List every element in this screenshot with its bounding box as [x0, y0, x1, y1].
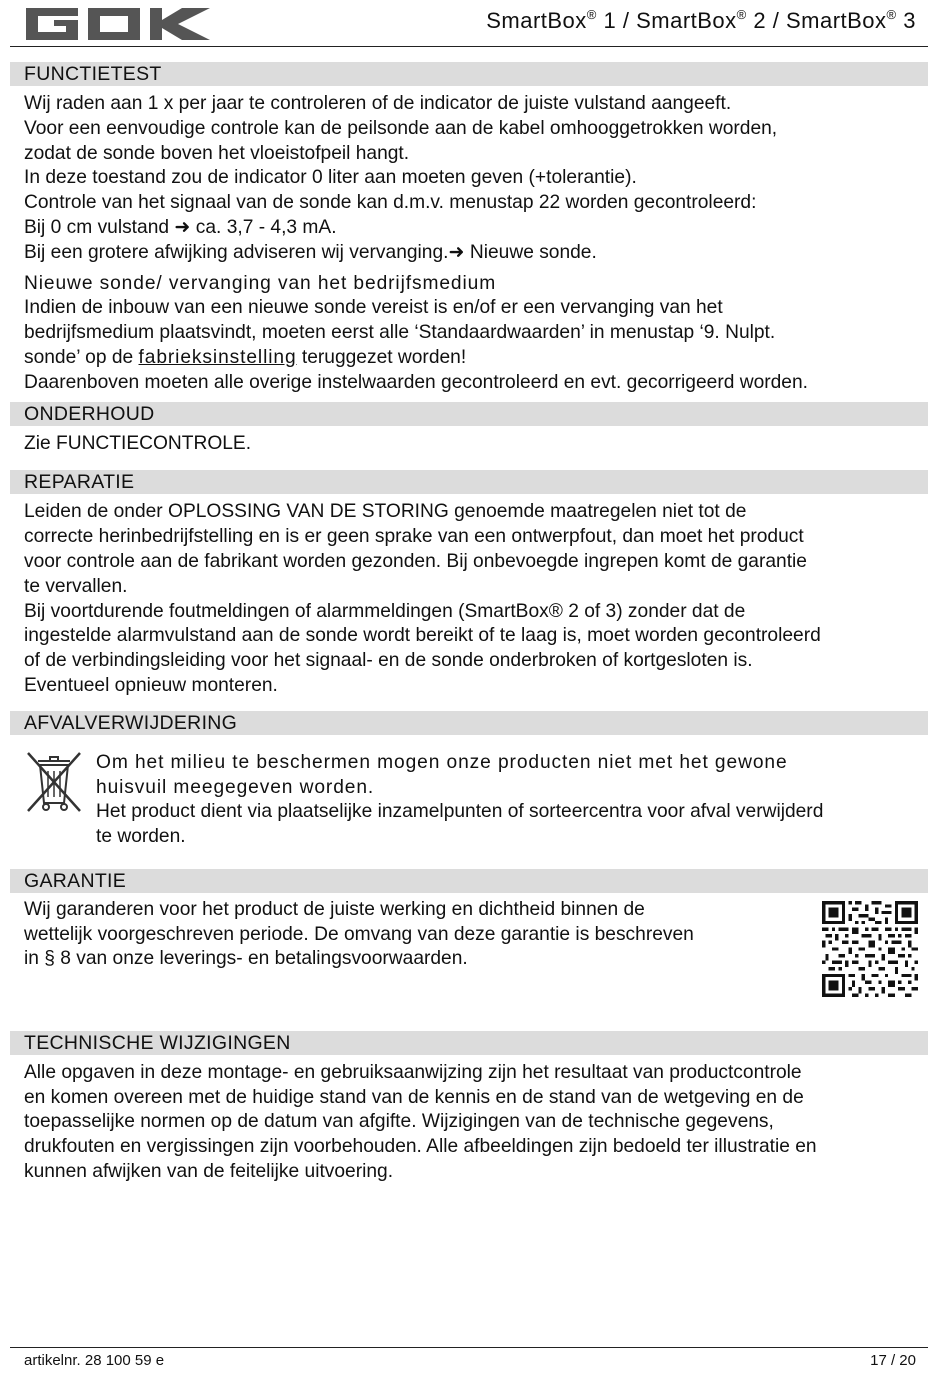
article-number: artikelnr. 28 100 59 e	[24, 1352, 165, 1369]
paragraph-line: Indien de inbouw van een nieuwe sonde vereist is en/of er een vervanging van het	[24, 297, 723, 319]
paragraph-line: Daarenboven moeten alle overige instelwaarden gecontroleerd en evt. gecorrigeerd worden.	[24, 371, 808, 393]
paragraph-line: huisvuil meegegeven worden.	[96, 776, 375, 798]
technische-body	[10, 1061, 928, 1185]
paragraph-line: Bij een grotere afwijking adviseren wij vervanging.➜ Nieuwe sonde.	[24, 241, 597, 263]
subheading-nieuwe-sonde: Nieuwe sonde/ vervanging van het bedrijfsmedium	[24, 272, 497, 294]
paragraph-line: te vervallen.	[24, 575, 128, 597]
paragraph-line: In deze toestand zou de indicator 0 liter aan moeten geven (+tolerantie).	[24, 167, 637, 189]
paragraph-line: voor controle aan de fabrikant worden gezonden. Bij onbevoegde ingrepen komt de garantie	[24, 550, 807, 572]
gok-logo	[26, 8, 210, 40]
page-header	[10, 0, 928, 47]
paragraph-line: in § 8 van onze leverings- en betalingsvoorwaarden.	[24, 948, 468, 970]
page-number: 17 / 20	[870, 1352, 916, 1369]
paragraph-line: of de verbindingsleiding voor het signaal- en de sonde onderbroken of kortgesloten is.	[24, 650, 753, 672]
paragraph-line: Het product dient via plaatselijke inzamelpunten of sorteercentra voor afval verwijderd	[96, 801, 824, 823]
paragraph-line: Voor een eenvoudige controle kan de peilsonde aan de kabel omhooggetrokken worden,	[24, 117, 778, 139]
paragraph-line: Eventueel opnieuw monteren.	[24, 674, 278, 696]
paragraph-line: bedrijfsmedium plaatsvindt, moeten eerst alle ‘Standaardwaarden’ in menustap ‘9. Nulpt.	[24, 322, 776, 344]
paragraph-line: sonde’ op de fabrieksinstelling teruggezet worden!	[24, 346, 467, 368]
paragraph-line: kunnen afwijken van de feitelijke uitvoering.	[24, 1160, 394, 1182]
paragraph-line: Bij voortdurende foutmeldingen of alarmmeldingen (SmartBox® 2 of 3) zonder dat de	[24, 600, 746, 622]
paragraph-line: Controle van het signaal van de sonde kan d.m.v. menustap 22 worden gecontroleerd:	[24, 192, 757, 214]
paragraph-line: Zie FUNCTIECONTROLE.	[24, 432, 252, 454]
garantie-body	[10, 893, 928, 1023]
onderhoud-body	[10, 432, 928, 457]
paragraph-line: toepasselijke normen op de datum van afgifte. Wijzigingen van de technische gegevens,	[24, 1111, 774, 1133]
paragraph-line: wettelijk voorgeschreven periode. De omvang van deze garantie is beschreven	[24, 923, 694, 945]
section-heading-functietest: FUNCTIETEST	[10, 62, 928, 86]
header-title: SmartBox® 1 / SmartBox® 2 / SmartBox® 3	[486, 7, 916, 33]
paragraph-line: drukfouten en vergissingen zijn voorbehouden. Alle afbeeldingen zijn bedoeld ter illustratie en	[24, 1136, 817, 1158]
paragraph-line: zodat de sonde boven het vloeistofpeil hangt.	[24, 142, 410, 164]
afval-body	[10, 735, 928, 849]
functietest-body	[10, 92, 928, 266]
section-heading-onderhoud: ONDERHOUD	[10, 402, 928, 426]
qr-code-icon	[822, 901, 918, 997]
fabrieksinstelling-link: fabrieksinstelling	[138, 346, 297, 368]
paragraph-line: ingestelde alarmvulstand aan de sonde wordt bereikt of te laag is, moet worden gecontroleerd	[24, 625, 821, 647]
page-footer	[10, 1347, 928, 1369]
paragraph-line: te worden.	[96, 826, 186, 848]
paragraph-line: en komen overeen met de huidige stand van de kennis en de stand van de wetgeving en de	[24, 1086, 804, 1108]
paragraph-line: Bij 0 cm vulstand ➜ ca. 3,7 - 4,3 mA.	[24, 216, 337, 238]
paragraph-line: Wij raden aan 1 x per jaar te controleren of de indicator de juiste vulstand aangeeft.	[24, 93, 732, 114]
section-heading-garantie: GARANTIE	[10, 869, 928, 893]
section-heading-technische-wijzigingen: TECHNISCHE WIJZIGINGEN	[10, 1031, 928, 1055]
nieuwe-sonde-body	[10, 272, 928, 396]
paragraph-line: Wij garanderen voor het product de juiste werking en dichtheid binnen de	[24, 898, 645, 920]
paragraph-line: correcte herinbedrijfstelling en is er geen sprake van een ontwerpfout, dan moet het product	[24, 526, 804, 548]
paragraph-line: Alle opgaven in deze montage- en gebruiksaanwijzing zijn het resultaat van productcontrole	[24, 1061, 802, 1083]
section-heading-afvalverwijdering: AFVALVERWIJDERING	[10, 711, 928, 735]
paragraph-line: Leiden de onder OPLOSSING VAN DE STORING genoemde maatregelen niet tot de	[24, 501, 747, 523]
paragraph-line: Om het milieu te beschermen mogen onze producten niet met het gewone	[96, 751, 788, 773]
reparatie-body	[10, 500, 928, 698]
section-heading-reparatie: REPARATIE	[10, 470, 928, 494]
crossed-out-bin-icon	[24, 749, 84, 819]
